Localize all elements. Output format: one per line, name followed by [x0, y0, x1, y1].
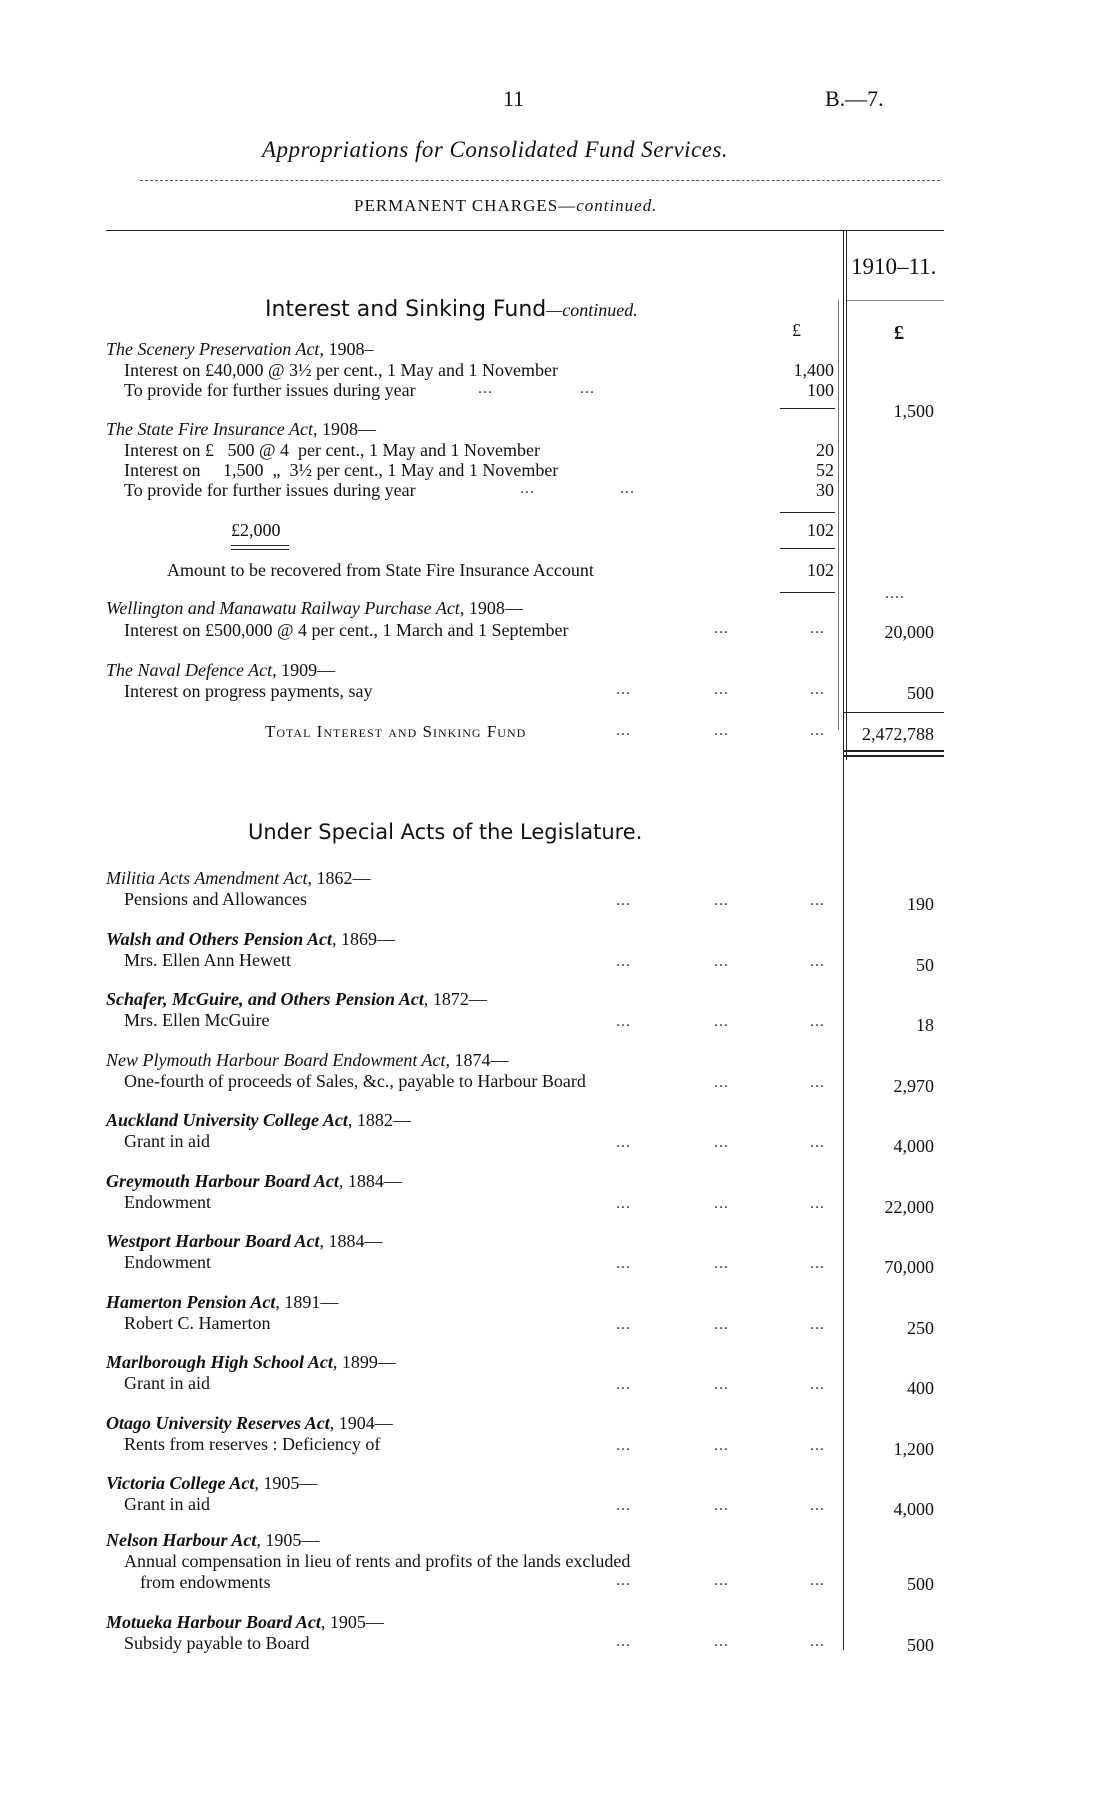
leader-dots: ...: [714, 1013, 729, 1030]
leader-dots: ...: [616, 1134, 631, 1151]
act-name: Otago University Reserves Act: [106, 1413, 330, 1433]
act-detail-line: Grant in aid: [124, 1373, 210, 1393]
year-column-header: 1910–11.: [851, 254, 937, 279]
act-heading: [106, 868, 370, 889]
act-name: Nelson Harbour Act: [106, 1530, 257, 1550]
leader-dots: ...: [810, 1376, 825, 1393]
leader-dots: ...: [810, 1255, 825, 1272]
act-heading: [106, 929, 395, 950]
leader-dots: ...: [714, 892, 729, 909]
act-heading-scenery: [106, 339, 373, 360]
act-heading: [106, 1352, 396, 1373]
leader-dots: ...: [810, 1074, 825, 1091]
motueka-value: 500: [907, 1635, 934, 1655]
leader-dots: ...: [714, 1195, 729, 1212]
leader-dots: ...: [616, 1572, 631, 1589]
leader-dots: ...: [810, 681, 825, 698]
inner-pound-header: £: [792, 320, 801, 340]
act-detail-line: Grant in aid: [124, 1131, 210, 1151]
document-reference: B.—7.: [825, 86, 884, 111]
leader-dots: ...: [616, 1633, 631, 1650]
fire-net-value: ....: [885, 585, 905, 602]
leader-dots: ...: [714, 1572, 729, 1589]
leader-dots: ...: [714, 1437, 729, 1454]
page-number: 11: [503, 86, 525, 111]
fire-further-issues-line: To provide for further issues during year: [124, 480, 416, 500]
act-heading-motueka: [106, 1612, 384, 1633]
act-heading-wellington: [106, 598, 523, 619]
act-heading: [106, 1231, 383, 1252]
fire-interest-value-2: 52: [816, 460, 834, 480]
act-value: 4,000: [893, 1136, 934, 1156]
page-subtitle: [354, 196, 657, 216]
act-heading: [106, 1292, 338, 1313]
scenery-interest-value: 1,400: [793, 360, 834, 380]
leader-dots: ...: [616, 1255, 631, 1272]
scenery-subtotal-rule: [780, 408, 835, 409]
act-heading-nelson: [106, 1530, 319, 1551]
act-year: , 1882—: [347, 1110, 411, 1130]
leader-dots: ...: [620, 480, 635, 497]
act-value: 1,200: [893, 1439, 934, 1459]
act-heading: [106, 1171, 402, 1192]
inner-column-right-rule: [838, 300, 839, 730]
nelson-line-1: Annual compensation in lieu of rents and profits of the lands excluded: [124, 1551, 631, 1571]
leader-dots: ...: [810, 1572, 825, 1589]
act-name: Marlborough High School Act: [106, 1352, 333, 1372]
fire-subtotal-bottom-rule: [780, 548, 835, 549]
act-value: 22,000: [884, 1197, 934, 1217]
leader-dots: ...: [810, 1316, 825, 1333]
act-year: , 1905—: [254, 1473, 318, 1493]
act-year: , 1908—: [459, 598, 523, 618]
act-detail-line: Mrs. Ellen McGuire: [124, 1010, 270, 1030]
fire-net-rule: [780, 592, 835, 593]
leader-dots: ...: [616, 1013, 631, 1030]
leader-dots: ...: [616, 1195, 631, 1212]
act-detail-line: Grant in aid: [124, 1494, 210, 1514]
fire-principal-total: £2,000: [231, 520, 281, 540]
act-year: , 1908–: [319, 339, 374, 359]
leader-dots: ...: [810, 1497, 825, 1514]
leader-dots: ...: [810, 1633, 825, 1650]
wellington-value: 20,000: [884, 622, 934, 642]
fire-recovered-value: 102: [807, 560, 834, 580]
act-year: , 1862—: [307, 868, 371, 888]
act-year: , 1905—: [320, 1612, 384, 1632]
scenery-further-issues-line: To provide for further issues during year: [124, 380, 416, 400]
leader-dots: ...: [616, 1497, 631, 1514]
total-interest-label: Total Interest and Sinking Fund: [265, 722, 527, 741]
fire-subtotal-top-rule: [780, 512, 835, 513]
act-value: 250: [907, 1318, 934, 1338]
act-name: Hamerton Pension Act: [106, 1292, 276, 1312]
section-heading-continued: —continued.: [546, 300, 638, 320]
act-value: 18: [916, 1015, 934, 1035]
naval-interest-line: Interest on progress payments, say: [124, 681, 373, 701]
subtitle-main: PERMANENT CHARGES—: [354, 196, 577, 215]
scenery-interest-line: Interest on £40,000 @ 3½ per cent., 1 May and 1 November: [124, 360, 558, 380]
leader-dots: ...: [714, 1134, 729, 1151]
leader-dots: ...: [810, 1437, 825, 1454]
act-year: , 1884—: [338, 1171, 402, 1191]
fire-interest-line-1: Interest on £ 500 @ 4 per cent., 1 May and 1 November: [124, 440, 540, 460]
nelson-value: 500: [907, 1574, 934, 1594]
leader-dots: ...: [714, 722, 729, 739]
title-divider: [140, 180, 940, 181]
act-value: 190: [907, 894, 934, 914]
leader-dots: ...: [714, 1255, 729, 1272]
leader-dots: ...: [810, 953, 825, 970]
leader-dots: ...: [714, 681, 729, 698]
act-value: 4,000: [893, 1499, 934, 1519]
leader-dots: ...: [714, 1316, 729, 1333]
year-header-underline: [847, 300, 944, 301]
act-name: Wellington and Manawatu Railway Purchase Act: [106, 598, 460, 618]
act-detail-line: Endowment: [124, 1252, 211, 1272]
leader-dots: ...: [810, 1013, 825, 1030]
outer-column-divider: [843, 230, 844, 1650]
leader-dots: ...: [714, 1376, 729, 1393]
act-heading: [106, 989, 487, 1010]
act-name: Walsh and Others Pension Act: [106, 929, 333, 949]
leader-dots: ...: [714, 620, 729, 637]
page-title: Appropriations for Consolidated Fund Services.: [262, 137, 729, 162]
act-heading: [106, 1413, 393, 1434]
act-heading: [106, 1050, 508, 1071]
act-year: , 1909—: [272, 660, 336, 680]
total-double-rule-1: [843, 750, 944, 752]
leader-dots: ...: [714, 1497, 729, 1514]
act-detail-line: One-fourth of proceeds of Sales, &c., payable to Harbour Board: [124, 1071, 586, 1091]
principal-double-rule-1: [231, 545, 289, 546]
act-year: , 1899—: [332, 1352, 396, 1372]
act-detail-line: Pensions and Allowances: [124, 889, 307, 909]
outer-column-divider-double: [846, 230, 847, 760]
act-detail-line: Mrs. Ellen Ann Hewett: [124, 950, 291, 970]
act-name: Greymouth Harbour Board Act: [106, 1171, 339, 1191]
leader-dots: ...: [616, 953, 631, 970]
act-value: 400: [907, 1378, 934, 1398]
leader-dots: ...: [810, 892, 825, 909]
act-name: The Scenery Preservation Act: [106, 339, 320, 359]
act-year: , 1884—: [319, 1231, 383, 1251]
leader-dots: ...: [714, 953, 729, 970]
naval-value: 500: [907, 683, 934, 703]
fire-interest-value-1: 20: [816, 440, 834, 460]
act-heading: [106, 1473, 317, 1494]
act-name: New Plymouth Harbour Board Endowment Act: [106, 1050, 446, 1070]
act-name: The Naval Defence Act: [106, 660, 273, 680]
section-heading-interest: [265, 297, 638, 322]
leader-dots: ...: [810, 1134, 825, 1151]
act-year: , 1874—: [445, 1050, 509, 1070]
subtitle-continued: continued.: [576, 196, 658, 215]
act-year: , 1904—: [329, 1413, 393, 1433]
leader-dots: ...: [714, 1633, 729, 1650]
total-top-rule: [843, 712, 944, 713]
act-name: Auckland University College Act: [106, 1110, 348, 1130]
outer-pound-header: £: [894, 322, 904, 344]
act-year: , 1869—: [332, 929, 396, 949]
scenery-further-issues-value: 100: [807, 380, 834, 400]
act-value: 70,000: [884, 1257, 934, 1277]
leader-dots: ...: [520, 480, 535, 497]
leader-dots: ...: [478, 380, 493, 397]
fire-recovered-line: Amount to be recovered from State Fire Insurance Account: [167, 560, 594, 580]
act-value: 50: [916, 955, 934, 975]
act-name: Motueka Harbour Board Act: [106, 1612, 321, 1632]
act-heading-naval: [106, 660, 335, 681]
act-name: Victoria College Act: [106, 1473, 255, 1493]
act-name: Schafer, McGuire, and Others Pension Act: [106, 989, 424, 1009]
act-heading-state-fire: [106, 419, 376, 440]
table-top-rule: [106, 230, 944, 231]
total-interest-value: 2,472,788: [862, 724, 934, 744]
act-detail-line: Rents from reserves : Deficiency of: [124, 1434, 381, 1454]
section-heading-special-acts: Under Special Acts of the Legislature.: [248, 820, 643, 844]
act-year: , 1905—: [256, 1530, 320, 1550]
principal-double-rule-2: [231, 549, 289, 550]
fire-interest-line-2: Interest on 1,500 „ 3½ per cent., 1 May and 1 November: [124, 460, 559, 480]
total-double-rule-2: [843, 755, 944, 757]
fire-subtotal-value: 102: [807, 520, 834, 540]
act-name: Westport Harbour Board Act: [106, 1231, 320, 1251]
act-heading: [106, 1110, 411, 1131]
section-heading-main: Interest and Sinking Fund: [265, 297, 547, 322]
act-detail-line: Robert C. Hamerton: [124, 1313, 271, 1333]
leader-dots: ...: [616, 1437, 631, 1454]
act-value: 2,970: [893, 1076, 934, 1096]
wellington-interest-line: Interest on £500,000 @ 4 per cent., 1 March and 1 September: [124, 620, 569, 640]
leader-dots: ...: [580, 380, 595, 397]
leader-dots: ...: [616, 722, 631, 739]
leader-dots: ...: [810, 722, 825, 739]
act-year: , 1872—: [423, 989, 487, 1009]
scenery-total-value: 1,500: [893, 401, 934, 421]
leader-dots: ...: [810, 620, 825, 637]
act-name: Militia Acts Amendment Act: [106, 868, 308, 888]
leader-dots: ...: [616, 892, 631, 909]
motueka-line: Subsidy payable to Board: [124, 1633, 310, 1653]
act-name: The State Fire Insurance Act: [106, 419, 313, 439]
nelson-line-2: from endowments: [140, 1572, 271, 1592]
leader-dots: ...: [714, 1074, 729, 1091]
act-detail-line: Endowment: [124, 1192, 211, 1212]
leader-dots: ...: [616, 681, 631, 698]
act-year: , 1891—: [275, 1292, 339, 1312]
act-year: , 1908—: [312, 419, 376, 439]
leader-dots: ...: [616, 1316, 631, 1333]
leader-dots: ...: [616, 1376, 631, 1393]
fire-further-issues-value: 30: [816, 480, 834, 500]
leader-dots: ...: [810, 1195, 825, 1212]
